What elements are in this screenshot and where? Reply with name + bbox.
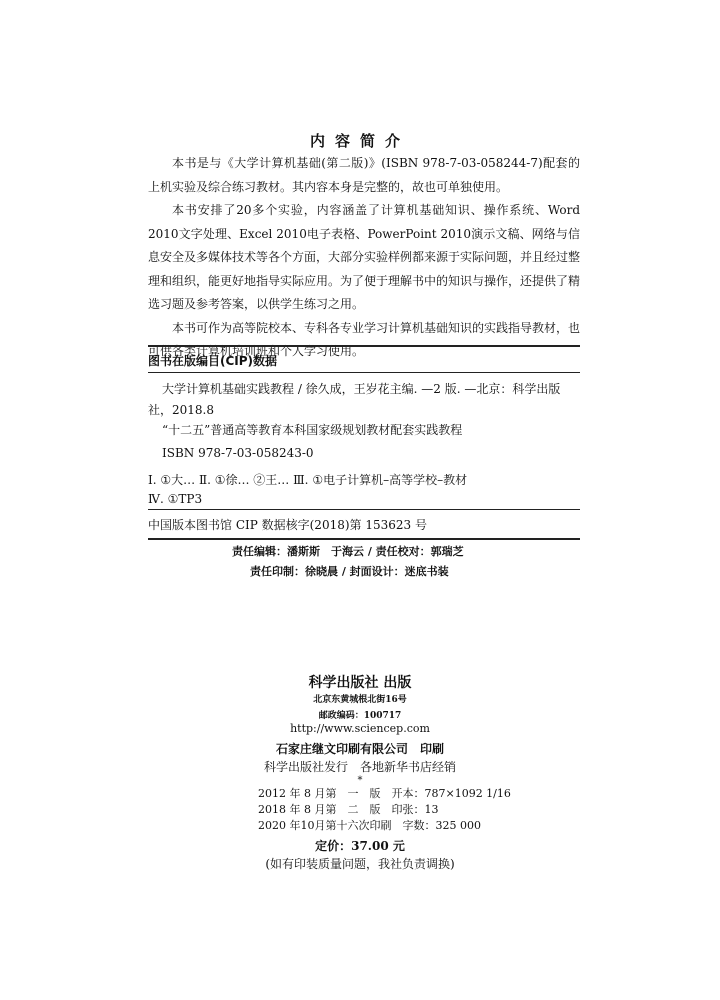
- printer-line: 石家庄继文印刷有限公司 印刷: [275, 742, 444, 756]
- intro-paragraph: 本书可作为高等院校本、专科各专业学习计算机基础知识的实践指导教材，也可供各类计算机培训班和个人学习使用。: [148, 320, 581, 358]
- cip-line: Ⅰ. ①大… Ⅱ. ①徐… ②王… Ⅲ. ①电子计算机–高等学校–教材: [148, 473, 468, 487]
- credits-line: 责任印制：徐晓晨 / 封面设计：迷底书装: [250, 565, 449, 578]
- divider: [148, 509, 580, 510]
- cip-line: 大学计算机基础实践教程 / 徐久成，王岁花主编. —2 版. —北京：科学出版: [162, 382, 561, 396]
- publisher-url: http://www.sciencep.com: [290, 722, 430, 735]
- price: 定价：37.00 元: [315, 839, 405, 853]
- publisher-name: 科学出版社 出版: [308, 675, 412, 691]
- distribution-line: 科学出版社发行 各地新华书店经销: [263, 760, 456, 774]
- cip-heading: 图书在版编目(CIP)数据: [148, 354, 278, 368]
- intro-text: [148, 152, 580, 364]
- quality-note: (如有印装质量问题，我社负责调换): [265, 857, 455, 871]
- divider: [148, 345, 580, 347]
- cip-line: ISBN 978-7-03-058243-0: [162, 446, 314, 460]
- cip-line: Ⅳ. ①TP3: [148, 492, 203, 506]
- edition-line: 2012 年 8 月第 一 版 开本：787×1092 1/16: [258, 787, 511, 800]
- publisher-address: 北京东黄城根北街16号: [313, 695, 407, 705]
- edition-line: 2018 年 8 月第 二 版 印张：13: [258, 803, 439, 816]
- separator-dot: *: [357, 775, 363, 786]
- cip-line: “十二五”普通高等教育本科国家级规划教材配套实践教程: [162, 423, 463, 437]
- divider: [148, 372, 580, 373]
- cip-record: 中国版本图书馆 CIP 数据核字(2018)第 153623 号: [148, 518, 427, 532]
- intro-paragraph: 本书是与《大学计算机基础(第二版)》(ISBN 978-7-03-058244-7)配套的上机实验及综合练习教材。其内容本身是完整的，故也可单独使用。: [148, 156, 580, 194]
- intro-title: 内容简介: [309, 132, 410, 150]
- publisher-postcode: 邮政编码：100717: [318, 711, 402, 721]
- divider: [148, 538, 580, 540]
- credits-line: 责任编辑：潘斯斯 于海云 / 责任校对：郭瑞芝: [232, 545, 464, 558]
- edition-line: 2020 年10月第十六次印刷 字数：325 000: [258, 819, 481, 832]
- intro-paragraph: 本书安排了20多个实验，内容涵盖了计算机基础知识、操作系统、Word 2010文字处理、Excel 2010电子表格、PowerPoint 2010演示文稿、网络与信息安全及多媒体技术等各个方面，大部分实验样例都来源于实际问题，并且经过整理和组织，能更好地指导实际应用。为了便于理解书中的知识与操作，还提供了精选习题及参考答案，以供学生练习之用。: [148, 203, 581, 311]
- cip-line: 社，2018.8: [148, 403, 214, 417]
